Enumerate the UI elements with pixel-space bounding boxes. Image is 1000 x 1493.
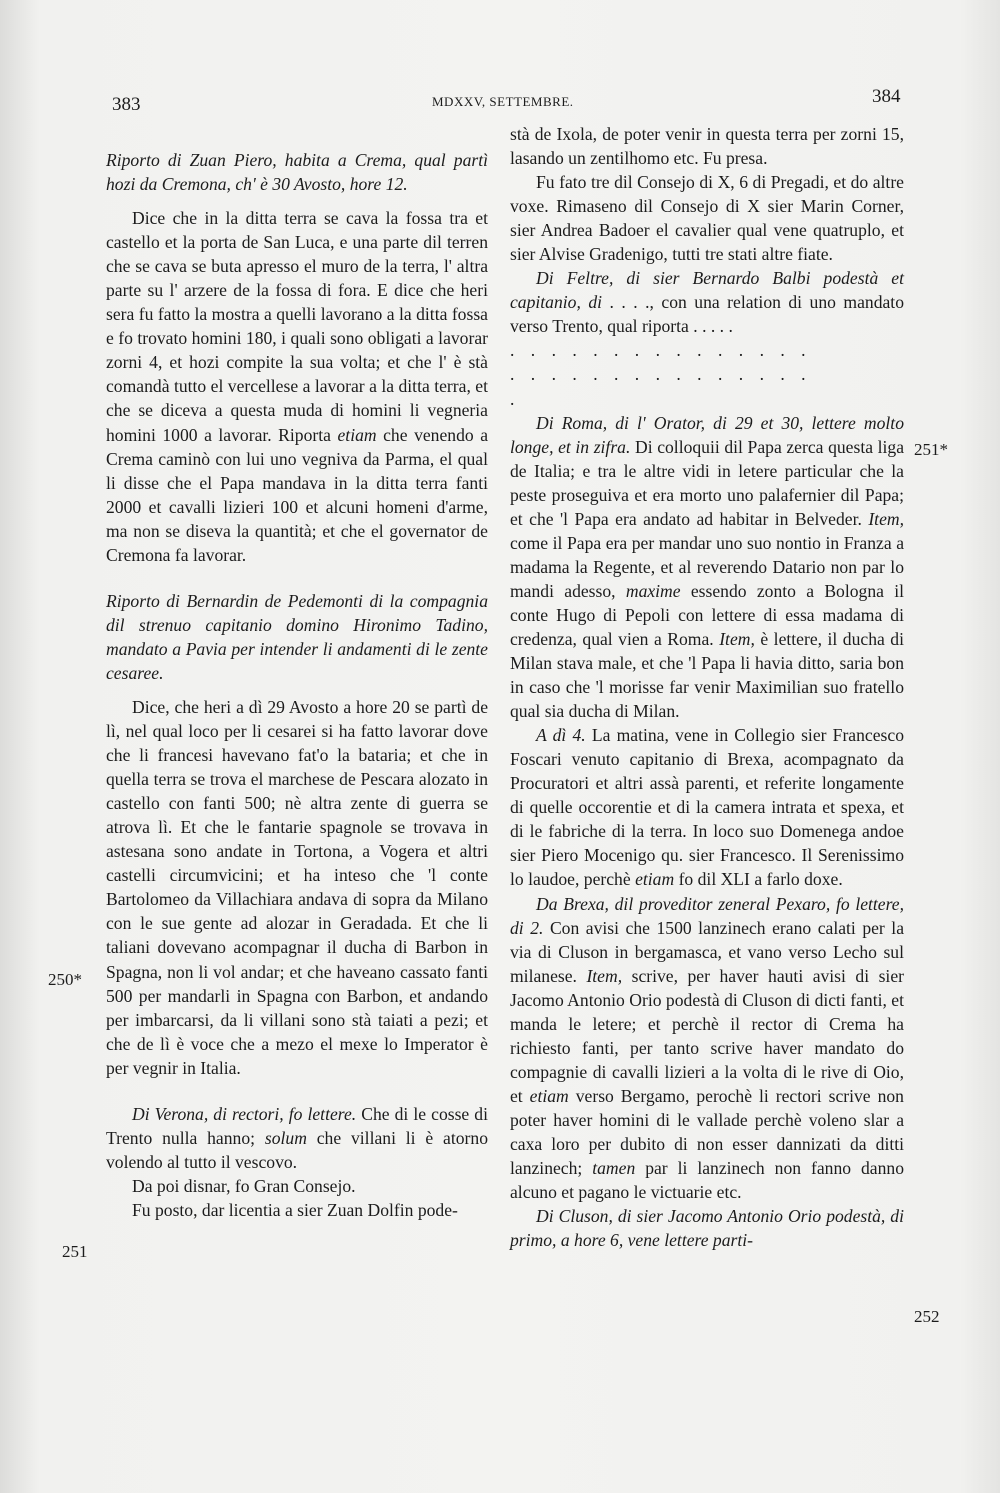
ellipsis: . (510, 388, 515, 409)
paragraph-text: Che di le cosse di Trento nulla hanno; (106, 1103, 488, 1148)
heading-verona: Di Verona, di rectori, fo lettere. (132, 1103, 357, 1124)
right-page-number: 384 (872, 86, 901, 107)
paragraph-bernardin: Dice, che heri a dì 29 Avosto a hore 20 se partì de lì, nel qual loco per li cesarei si ha fatto lavorar dove che li francesi havevano fat'o la bataria; et che in quella terra se trova el marchese de Pescara alozato in castello con fanti 500; nè altra zente di guerra se atrova lì. Et che le fantarie spagnole se trovava in astesana sono andate in Tortona, a Vogera et altri castelli circumvicini; et ha inteso che 'l conte Bartolomeo da Villachiara andava di sopra da Milano con le sue gente ad alozar in Geradada. Et che li taliani dovevano acompagnar il ducha di Barbon in Spagna, non li vol andar; et che haveano cassato fanti 500 per mandarli in Spagna con Barbon, et andando per imbarcarsi, da li villani sono stà taiati a pezi; et che de lì è voce che a mezo el mexe lo Imperator è per vegnir in Italia. (106, 696, 488, 1078)
running-title: MDXXV, SETTEMBRE. (432, 94, 574, 109)
paragraph-text: verso Bergamo, perochè li rectori scrive non poter haver homini di le vallade perchè voleno slar a caxa loro per dubito di non esser dannizati da ditti lanzinech; (510, 1085, 904, 1179)
right-column (510, 122, 904, 1252)
italic-word: etiam (529, 1085, 569, 1106)
paragraph-text: è lettere, il ducha di Milan stava male, et che 'l Papa li havia ditto, saria bon in caso che 'l morisse far venir Maximilian suo fratello qual sia ducha di Milan. (510, 628, 904, 722)
ellipsis-line (510, 362, 904, 386)
italic-word: etiam (635, 869, 675, 890)
ellipsis-line (510, 338, 904, 362)
italic-word: tamen (592, 1158, 636, 1179)
paragraph-text: essendo zonto a Bologna il conte Hugo di Pepoli con lettere di essa madama di credenza, qual vien a Roma. (510, 580, 904, 649)
paragraph-text: fo dil XLI a farlo doxe. (678, 869, 843, 890)
paragraph-licentia: Fu posto, dar licentia a sier Zuan Dolfin pode- (132, 1199, 458, 1220)
italic-word: maxime (625, 580, 681, 601)
heading-feltre: Di Feltre, di sier Bernardo Balbi podestà et capitanio, di (510, 268, 904, 313)
heading-a-di-4: A dì 4. (536, 725, 586, 746)
ellipsis: . . . . . . . . . . . . . . . (510, 364, 812, 385)
paragraph-text: Con avisi che 1500 lanzinech erano calati per la via di Cluson in bergamasca, et vano verso Lecho sul milanese. (510, 917, 904, 986)
heading-cluson: Di Cluson, di sier Jacomo Antonio Orio podestà, di primo, a hore 6, vene lettere parti- (510, 1206, 904, 1251)
paragraph-consejo-x: Fu fato tre dil Consejo di X, 6 di Pregadi, et do altre voxe. Rimaseno dil Consejo di X sier Marin Corner, sier Andrea Badoer el cavalier qual vene quatruplo, et sier Alvise Gradenigo, tutti tre stati altre fiate. (510, 172, 904, 265)
ellipsis-line (510, 387, 904, 411)
heading-roma: Di Roma, di l' Orator, di 29 et 30, lettere molto longe, et in zifra. (510, 412, 904, 457)
heading-brexa: Da Brexa, dil proveditor zeneral Pexaro, fo lettere, di 2. (510, 893, 904, 938)
paragraph-roma (510, 411, 904, 724)
paragraph-zuan-piero (106, 206, 488, 567)
heading-riporto-bernardin: Riporto di Bernardin de Pedemonti di la compagnia dil strenuo capitanio domino Hironimo Tadino, mandato a Pavia per intender li andamenti di le zente cesaree. (106, 590, 488, 683)
italic-word: etiam (337, 424, 377, 445)
italic-word: solum (264, 1127, 307, 1148)
paragraph-a-di-4 (510, 723, 904, 891)
heading-riporto-zuan-piero: Riporto di Zuan Piero, habita a Crema, qual partì hozi da Cremona, ch' è 30 Avosto, hore 12. (106, 150, 488, 195)
italic-word: Item, (719, 628, 755, 649)
paragraph-text: par li lanzinech non fanno danno alcuno et pagano le victuarie etc. (510, 1158, 904, 1203)
paragraph-text: che venendo a Crema caminò con lui uno vegniva da Parma, el qual li disse che el Papa mandava in la ditta terra fanti 2000 et cavalli lizieri 100 et alcuni homeni d'arme, ma non se diseva la quantità; et che el governator de Cremona fa lavorar. (106, 424, 488, 565)
paragraph-text: Di colloquii dil Papa zerca questa liga de Italia; e tra le altre vidi in letere particular che la peste proseguiva et era morto uno palafernier dil Papa; et che 'l Papa era andato ad habitar in Belveder. (510, 436, 905, 529)
paragraph-text: come il Papa era per mandar uno suo nontio in Franza a madama la Regente, et al reverendo Datario non par lo mandi adesso, (510, 532, 904, 601)
page-header (0, 86, 1000, 116)
paragraph-verona (106, 1102, 488, 1174)
paragraph-brexa (510, 892, 904, 1205)
paragraph-text: La matina, vene in Collegio sier Francesco Foscari venuto capitanio di Brexa, acompagnato da Procuratori et altri assà parenti, et referite longamente di quelle occorentie et di la camera intrata et spexa, et di le fabriche di la terra. In loco suo Domenega andoe sier Piero Mocenigo qu. sier Francesco. Il Serenissimo lo laudoe, perchè (510, 725, 904, 890)
italic-word: Item, (868, 508, 904, 529)
paragraph-text: che villani li è atorno volendo al tutto il vescovo. (106, 1127, 488, 1172)
ellipsis: . . . . . (693, 316, 733, 337)
margin-note-250: 250* (48, 970, 82, 989)
left-column (106, 122, 488, 1222)
paragraph-text: scrive, per haver hauti avisi di sier Jacomo Antonio Orio podestà di Cluson di dicti fanti, et manda le letere; et perchè il rector di Crema ha richiesto fanti, per tanto scrive haver mandato do compagnie di cavalli lizieri a la volta di le rive di Oio, et (510, 965, 904, 1106)
italic-word: Item, (586, 965, 623, 986)
margin-note-252: 252 (914, 1307, 940, 1326)
paragraph-gran-consejo: Da poi disnar, fo Gran Consejo. (132, 1175, 356, 1196)
paragraph-text: Dice che in la ditta terra se cava la fossa tra et castello et la porta de San Luca, e una parte dil terren che se cava se buta apresso el muro de la terra, l' altra parte su l' arzere de la fossa di fora. E dice che heri sera fu fatto la mostra a quelli lavorano a la ditta fossa e fo trovato homini 180, i quali sono obligati a lavorar zorni 4, et hozi compite la sua volta; et che l' è stà comandà tutto el vercellese a lavorar a la ditta terra, et che se diceva a questa muda di homini li vegneria homini 1000 a lavorar. Riporta (106, 208, 488, 445)
left-page-number: 383 (112, 94, 141, 115)
margin-note-251: 251 (62, 1242, 88, 1261)
margin-note-251-star: 251* (914, 440, 948, 459)
ellipsis: . . . . (609, 292, 650, 313)
paragraph-feltre (510, 266, 904, 338)
paragraph-ixola: stà de Ixola, de poter venir in questa terra per zorni 15, lasando un zentilhomo etc. Fu presa. (510, 124, 904, 169)
paragraph-text: , con una relation di uno mandato verso Trento, qual riporta (510, 292, 904, 337)
ellipsis: . . . . . . . . . . . . . . . (510, 340, 812, 361)
